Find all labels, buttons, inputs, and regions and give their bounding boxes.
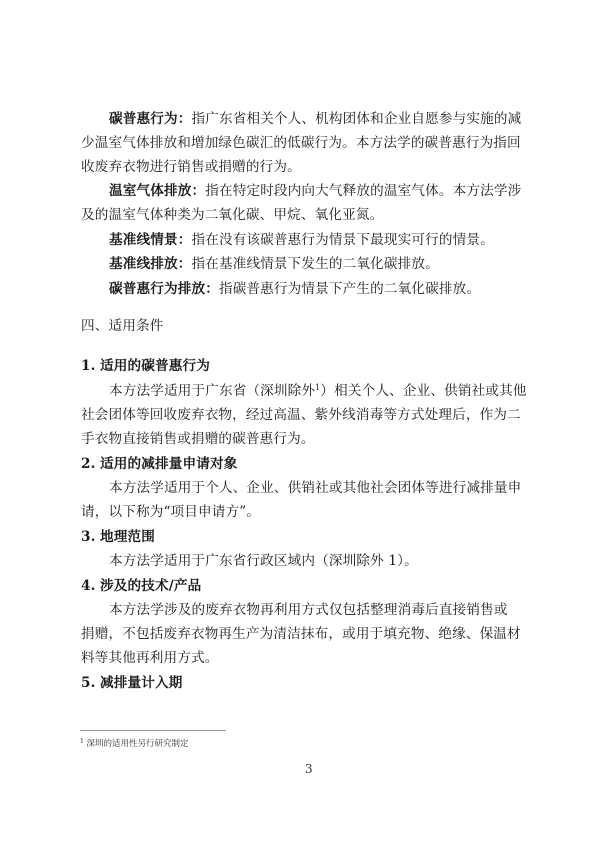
subsection-heading-2: 2. 适用的减排量申请对象: [81, 456, 238, 472]
definition-term: 碳普惠行为：: [109, 111, 192, 127]
subsection-heading-5: 5. 减排量计入期: [81, 675, 183, 691]
definition-baseline-scenario: 基准线情景：指在没有该碳普惠行为情景下最现实可行的情景。: [109, 232, 494, 248]
text-line: 手衣物直接销售或捐赠的碳普惠行为。: [81, 431, 315, 447]
text-line: 请，以下称为“项目申请方”。: [81, 504, 261, 520]
definition-term: 温室气体排放：: [109, 183, 206, 199]
page-number: 3: [305, 762, 313, 776]
text-line: 捐赠，不包括废弃衣物再生产为清洁抹布，或用于填充物、绝缘、保温材: [81, 626, 521, 642]
definition-term: 碳普惠行为排放：: [109, 281, 219, 297]
definition-term: 基准线排放：: [109, 256, 192, 272]
text-line: 及的温室气体种类为二氧化碳、甲烷、氧化亚氮。: [81, 207, 384, 223]
footnote-divider: [80, 730, 226, 731]
definition-ghg-emission: 温室气体排放：指在特定时段内向大气释放的温室气体。本方法学涉: [109, 183, 522, 199]
definition-activity-emission: 碳普惠行为排放：指碳普惠行为情景下产生的二氧化碳排放。: [109, 281, 481, 297]
section-heading: 四、适用条件: [81, 318, 164, 334]
definition-baseline-emission: 基准线排放：指在基准线情景下发生的二氧化碳排放。: [109, 256, 439, 272]
subsection-heading-1: 1. 适用的碳普惠行为: [81, 358, 210, 374]
definition-carbon-inclusive: 碳普惠行为：指广东省相关个人、机构团体和企业自愿参与实施的减: [109, 111, 522, 127]
footnote: $^1$ 深圳的适用性另行研究制定: [80, 738, 189, 749]
text-line: 少温室气体排放和增加绿色碳汇的低碳行为。本方法学的碳普惠行为指回: [81, 135, 521, 151]
text-line: 本方法学涉及的废弃衣物再利用方式仅包括整理消毒后直接销售或: [109, 602, 508, 618]
footnote-ref[interactable]: 1: [315, 383, 321, 392]
text-line: 料等其他再利用方式。: [81, 650, 219, 666]
subsection-heading-4: 4. 涉及的技术/产品: [81, 578, 202, 594]
text-line: 本方法学适用于个人、企业、供销社或其他社会团体等进行减排量申: [109, 480, 522, 496]
definition-term: 基准线情景：: [109, 232, 192, 248]
text-line: 本方法学适用于广东省行政区域内（深圳除外 1）。: [109, 553, 418, 569]
subsection-heading-3: 3. 地理范围: [81, 529, 155, 545]
text-line: 本方法学适用于广东省（深圳除外$^1$）相关个人、企业、供销社或其他: [109, 383, 527, 399]
text-line: 社会团体等回收废弃衣物，经过高温、紫外线消毒等方式处理后，作为二: [81, 407, 521, 423]
text-line: 收废弃衣物进行销售或捐赠的行为。: [81, 159, 301, 175]
